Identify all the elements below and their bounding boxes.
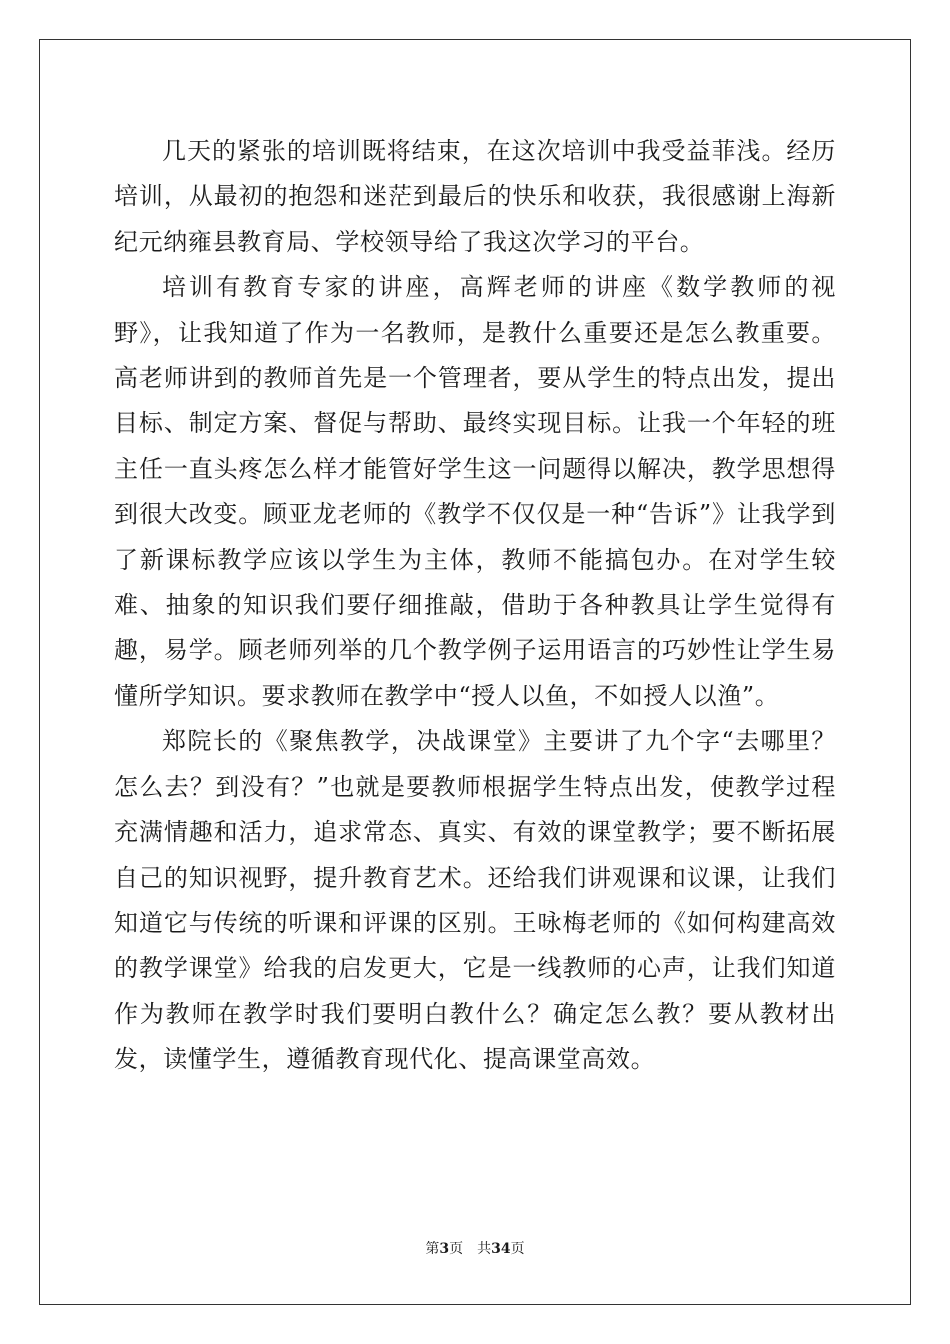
page-label-prefix: 第 <box>425 1241 440 1257</box>
page-footer <box>0 1240 950 1258</box>
total-label-suffix: 页 <box>510 1241 525 1257</box>
page-current-number: 3 <box>439 1241 450 1257</box>
page-label-suffix: 页 <box>449 1241 464 1257</box>
total-label-prefix: 共 <box>477 1241 492 1257</box>
paragraph-classroom: 郑院长的《聚焦教学，决战课堂》主要讲了九个字“去哪里？怎么去？到没有？”也就是要教师根据学生特点出发，使教学过程充满情趣和活力，追求常态、真实、有效的课堂教学；要不断拓展自己的知识视野，提升教育艺术。还给我们讲观课和议课，让我们知道它与传统的听课和评课的区别。王咏梅老师的《如何构建高效的教学课堂》给我的启发更大，它是一线教师的心声，让我们知道作为教师在教学时我们要明白教什么？确定怎么教？要从教材出发，读懂学生，遵循教育现代化、提高课堂高效。 <box>114 727 836 1074</box>
page-total-number: 34 <box>491 1241 511 1257</box>
paragraph-intro: 几天的紧张的培训既将结束，在这次培训中我受益菲浅。经历培训，从最初的抱怨和迷茫到最后的快乐和收获，我很感谢上海新纪元纳雍县教育局、学校领导给了我这次学习的平台。 <box>114 137 836 256</box>
document-body <box>114 129 836 1083</box>
paragraph-lectures: 培训有教育专家的讲座，高辉老师的讲座《数学教师的视野》，让我知道了作为一名教师，是教什么重要还是怎么教重要。高老师讲到的教师首先是一个管理者，要从学生的特点出发，提出目标、制定方案、督促与帮助、最终实现目标。让我一个年轻的班主任一直头疼怎么样才能管好学生这一问题得以解决，教学思想得到很大改变。顾亚龙老师的《教学不仅仅是一种“告诉”》让我学到了新课标教学应该以学生为主体，教师不能搞包办。在对学生较难、抽象的知识我们要仔细推敲，借助于各种教具让学生觉得有趣，易学。顾老师列举的几个教学例子运用语言的巧妙性让学生易懂所学知识。要求教师在教学中“授人以鱼，不如授人以渔”。 <box>114 273 836 710</box>
